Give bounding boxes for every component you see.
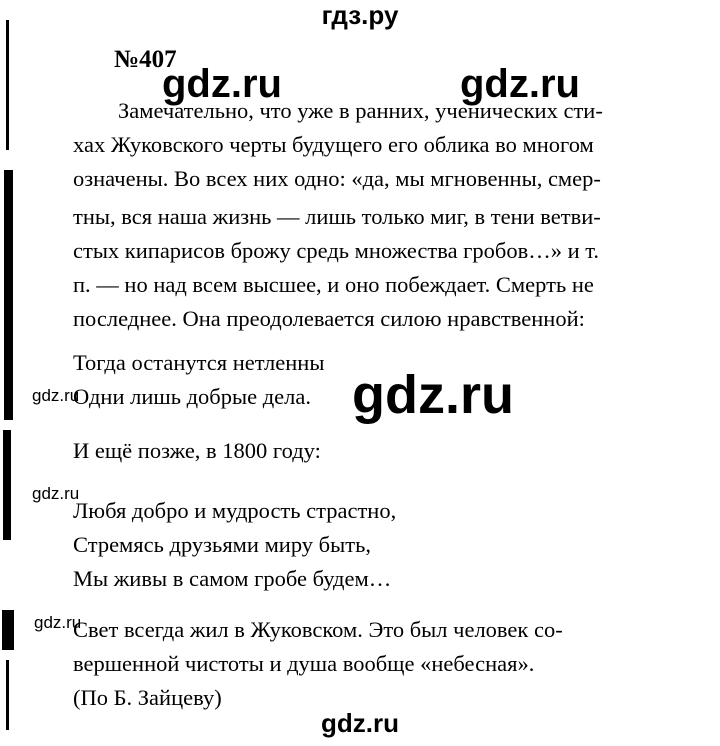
watermark-3: gdz.ru [352,365,514,425]
verse-line: Одни лишь добрые дела. [73,384,311,409]
paragraph-1-line: хах Жуковского черты будущего его облика во многом [73,132,594,157]
paragraph-1-line: Замечательно, что уже в ранних, ученических сти- [118,98,603,123]
paragraph-2-line: вершенной чистоты и душа вообще «небесная». [73,651,535,676]
watermark-2: gdz.ru [460,62,580,106]
paragraph-1 [73,94,633,196]
verse-line: Мы живы в самом гробе будем… [73,566,392,591]
watermark-4: gdz.ru [32,386,80,405]
verse-2 [73,494,396,596]
scan-edge-bar-lower [3,430,11,540]
problem-number: №407 [114,46,177,73]
paragraph-1-line: стых кипарисов брожу средь множества гробов…» и т. [73,238,600,263]
paragraph-2-line: Свет всегда жил в Жуковском. Это был человек со- [73,617,563,642]
attribution: (По Б. Зайцеву) [73,685,222,710]
verse-1 [73,346,324,414]
paragraph-1-line: последнее. Она преодолевается силою нравственной: [73,306,585,331]
scan-edge-bar [4,170,13,420]
verse-line: Стремясь друзьями миру быть, [73,532,371,557]
site-header[interactable]: гдз.ру [321,0,399,30]
verse-line: Тогда останутся нетленны [73,350,325,375]
transition-text: И ещё позже, в 1800 году: [73,438,321,463]
paragraph-1-line: п. — но над всем высшее, и оно побеждает. Смерть не [73,272,594,297]
watermark-6: gdz.ru [34,613,82,632]
verse-line: Любя добро и мудрость страстно, [73,498,397,523]
paragraph-2 [73,613,633,715]
paragraph-1-cont [73,200,633,336]
watermark-1: gdz.ru [162,62,282,106]
scan-edge-line [6,20,9,150]
watermark-5: gdz.ru [32,484,80,503]
scan-edge-mark [2,610,14,650]
site-footer[interactable]: gdz.ru [321,708,399,738]
paragraph-1-line: означены. Во всех них одно: «да, мы мгновенны, смер- [73,166,601,191]
paragraph-1-line: тны, вся наша жизнь — лишь только миг, в тени ветви- [73,204,601,229]
